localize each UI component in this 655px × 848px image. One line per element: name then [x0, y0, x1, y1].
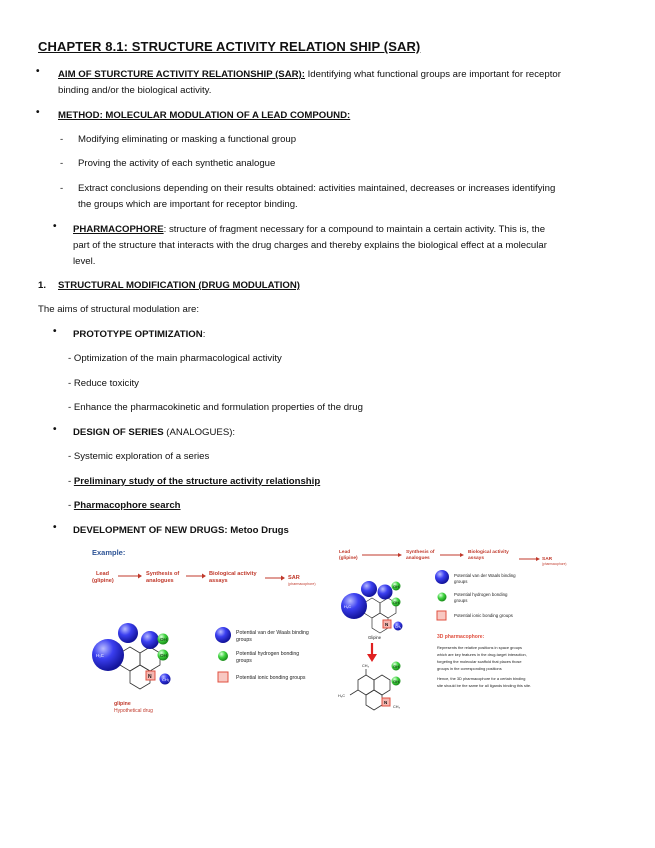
- group-label: N: [384, 700, 388, 705]
- arrow-icon: [460, 553, 464, 557]
- flow-step-text: SAR: [542, 557, 553, 562]
- example-label: Example:: [92, 548, 126, 557]
- pharmacophore-line2: part of the structure that interacts with the drug charges and thereby explains the biological effect at a molecular: [73, 240, 547, 251]
- group-label: CH₃: [393, 705, 401, 709]
- workflow-diagram: [92, 571, 316, 586]
- ionic-legend-box: [437, 611, 446, 620]
- example-figure: [90, 545, 340, 720]
- pharmacophore-line1: : structure of fragment necessary for a compound to maintain a certain activity. This is, the: [163, 224, 546, 235]
- legend-text: groups: [236, 637, 252, 643]
- vdw-sphere: [378, 585, 393, 600]
- group-label: H₃C: [338, 694, 346, 698]
- group-label: OH: [393, 664, 399, 669]
- design-item: [68, 498, 181, 514]
- prototype-suffix: :: [202, 329, 206, 340]
- group-label: OH: [393, 584, 399, 589]
- group-label: CH₃: [395, 625, 402, 629]
- arrow-icon: [202, 574, 206, 579]
- flow-step-text: assays: [468, 556, 485, 561]
- flow-step-text: (glipine): [92, 578, 114, 584]
- binding-legend: [435, 570, 516, 620]
- legend-text: groups: [454, 579, 468, 584]
- flow-step-text: Lead: [96, 571, 110, 577]
- vdw-sphere: [361, 581, 377, 597]
- description-line: Represents the relative positions in space groups: [437, 645, 522, 650]
- group-label: OH: [160, 637, 167, 642]
- bullet-icon: •: [36, 107, 40, 118]
- legend-text: groups: [236, 658, 252, 664]
- aim-text-line1: Identifying what functional groups are important for receptor: [304, 69, 561, 80]
- dash-icon: -: [60, 183, 64, 194]
- description-line: Hence, the 3D pharmacophore for a certain binding: [437, 676, 526, 681]
- aim-text-line2: binding and/or the biological activity.: [58, 85, 212, 96]
- workflow-diagram: [339, 549, 566, 566]
- design-label: DESIGN OF SERIES: [73, 427, 164, 438]
- description-line: groups in the corresponding positions: [437, 666, 502, 671]
- bullet-icon: •: [36, 66, 40, 77]
- dash-icon: -: [60, 158, 64, 169]
- flow-step-text: analogues: [406, 556, 430, 561]
- vdw-sphere: [141, 631, 159, 649]
- legend-text: Potential van der Waals binding: [236, 630, 309, 636]
- group-label: N: [148, 674, 152, 680]
- arrow-icon: [398, 553, 402, 557]
- flow-step-text: Biological activity: [468, 550, 509, 555]
- ionic-legend-box: [218, 672, 228, 682]
- pharmacophore-figure: [336, 545, 582, 715]
- pharmacophore-description: [437, 645, 531, 688]
- molecule-label: Glipine: [368, 635, 382, 640]
- flow-step-text: Lead: [339, 550, 351, 555]
- method-item: Modifying eliminating or masking a functional group: [78, 134, 297, 145]
- vdw-legend-sphere: [215, 627, 231, 643]
- method-label: METHOD: MOLECULAR MODULATION OF A LEAD COMPOUND:: [58, 110, 351, 121]
- molecule-glipine: [92, 623, 171, 689]
- development-suffix: Metoo Drugs: [227, 525, 289, 536]
- development-heading: [73, 523, 289, 539]
- flow-step-text: (pharmacophore): [542, 562, 567, 566]
- design-heading: [73, 425, 235, 441]
- legend-text: Potential hydrogen bonding: [454, 592, 508, 597]
- group-label: H₃C: [344, 605, 352, 609]
- aim-label: AIM OF STURCTURE ACTIVITY RELATIONSHIP (SAR):: [58, 69, 305, 80]
- bullet-icon: •: [53, 221, 57, 232]
- flow-step-text: Synthesis of: [406, 550, 435, 555]
- pharmacophore-paragraph: [73, 222, 545, 238]
- description-line: forgeting the molecular scaffold that places those: [437, 659, 522, 664]
- aim-paragraph: [58, 67, 561, 83]
- dash-icon: -: [60, 134, 64, 145]
- binding-legend: [215, 627, 309, 682]
- design-item-dash: -: [68, 476, 74, 487]
- bullet-icon: •: [53, 424, 57, 435]
- section-number: 1.: [38, 280, 47, 291]
- down-arrow-icon: [367, 654, 377, 662]
- legend-text: groups: [454, 598, 468, 603]
- flow-step-text: Synthesis of: [146, 571, 180, 577]
- prototype-item: - Optimization of the main pharmacological activity: [68, 353, 282, 364]
- prototype-item: - Enhance the pharmacokinetic and formulation properties of the drug: [68, 402, 363, 413]
- group-label: CH₃: [162, 677, 170, 682]
- flow-step-text: analogues: [146, 578, 174, 584]
- hbond-legend-sphere: [218, 651, 228, 661]
- arrow-icon: [536, 557, 540, 561]
- design-item: [68, 474, 320, 490]
- method-item: Proving the activity of each synthetic analogue: [78, 158, 276, 169]
- arrow-icon: [138, 574, 142, 579]
- method-item: the groups which are important for receptor binding.: [78, 199, 298, 210]
- design-item-dash: -: [68, 500, 74, 511]
- molecule-glipine-spheres: [341, 581, 403, 640]
- section-intro: The aims of structural modulation are:: [38, 304, 200, 315]
- pharmacophore-heading: 3D pharmacophore:: [437, 634, 485, 640]
- page-title: CHAPTER 8.1: STRUCTURE ACTIVITY RELATION SHIP (SAR): [38, 39, 421, 54]
- prototype-heading: [73, 327, 205, 343]
- group-label: N: [385, 622, 389, 627]
- vdw-sphere: [118, 623, 138, 643]
- design-item: - Systemic exploration of a series: [68, 451, 210, 462]
- section-heading: STRUCTURAL MODIFICATION (DRUG MODULATION): [58, 280, 300, 291]
- hbond-legend-sphere: [438, 593, 447, 602]
- vdw-legend-sphere: [435, 570, 449, 584]
- group-label: H₃C: [96, 653, 104, 658]
- method-item: Extract conclusions depending on their results obtained: activities maintained, decreases or increases identifying: [78, 183, 556, 194]
- legend-text: Potential hydrogen bonding: [236, 651, 300, 657]
- description-line: site should be the same for all ligands binding this site.: [437, 683, 532, 688]
- legend-text: Potential van der Waals binding: [454, 573, 516, 578]
- bullet-icon: •: [53, 522, 57, 533]
- molecule-glipine-skeleton: [338, 662, 401, 711]
- legend-text: Potential ionic bonding groups: [236, 675, 306, 681]
- flow-step-text: (glipine): [339, 556, 358, 561]
- description-line: which are key features in the drug-target interaction,: [437, 652, 527, 657]
- arrow-icon: [281, 576, 285, 581]
- flow-step-text: SAR: [288, 575, 300, 581]
- design-item-pharmacophore-search: Pharmacophore search: [73, 500, 181, 511]
- prototype-item: - Reduce toxicity: [68, 378, 139, 389]
- design-item-sar-study: Preliminary study of the structure activity relationship: [73, 476, 321, 487]
- group-label: OH: [160, 653, 167, 658]
- flow-step-text: Biological activity: [209, 571, 257, 577]
- flow-step-text: assays: [209, 578, 228, 584]
- flow-step-text: (pharmacophore): [288, 582, 316, 586]
- figure-caption: Hypothetical drug: [114, 708, 153, 714]
- pharmacophore-label: PHARMACOPHORE: [73, 224, 164, 235]
- development-label: DEVELOPMENT OF NEW DRUGS:: [73, 525, 228, 536]
- prototype-label: PROTOTYPE OPTIMIZATION: [73, 329, 203, 340]
- group-label: OH: [393, 600, 399, 605]
- figure-caption: glipine: [114, 701, 131, 707]
- design-suffix: (ANALOGUES):: [163, 427, 236, 438]
- legend-text: Potential ionic bonding groups: [454, 613, 513, 618]
- group-label: OH: [393, 679, 399, 684]
- group-label: CH₃: [362, 664, 370, 668]
- pharmacophore-line3: level.: [73, 256, 96, 267]
- bullet-icon: •: [53, 326, 57, 337]
